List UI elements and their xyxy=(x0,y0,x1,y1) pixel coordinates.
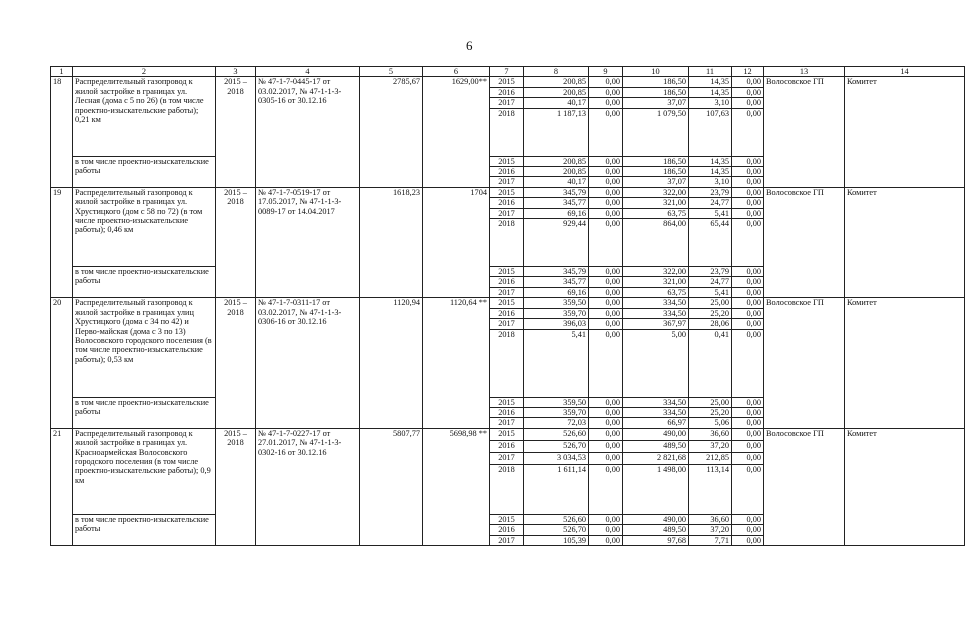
other-value: 0,00 xyxy=(732,87,764,97)
year-cell: 2016 xyxy=(490,167,524,177)
regional-value: 5,00 xyxy=(623,329,689,397)
regional-value: 63,75 xyxy=(623,287,689,297)
federal-value: 0,00 xyxy=(589,156,623,166)
total-value: 1 611,14 xyxy=(524,464,589,514)
municipality: Волосовское ГП xyxy=(764,298,845,428)
regional-value: 321,00 xyxy=(623,277,689,287)
responsible-body: Комитет xyxy=(845,187,965,297)
item-documents: № 47-1-7-0311-17 от 03.02.2017, № 47-1-1-3-0306-16 от 30.12.16 xyxy=(256,298,360,428)
total-value: 200,85 xyxy=(524,156,589,166)
sub-description: в том числе проектно-изыскательские работы xyxy=(73,156,216,187)
item-documents: № 47-1-7-0227-17 от 27.01.2017, № 47-1-1-3-0302-16 от 30.12.16 xyxy=(256,428,360,545)
other-value: 0,00 xyxy=(732,428,764,440)
year-cell: 2015 xyxy=(490,156,524,166)
total-value: 345,77 xyxy=(524,198,589,208)
regional-value: 490,00 xyxy=(623,428,689,440)
contract-cost: 1704 xyxy=(423,187,490,297)
federal-value: 0,00 xyxy=(589,108,623,156)
other-value: 0,00 xyxy=(732,298,764,308)
regional-value: 489,50 xyxy=(623,440,689,452)
other-value: 0,00 xyxy=(732,208,764,218)
responsible-body: Комитет xyxy=(845,298,965,428)
local-value: 23,79 xyxy=(689,187,732,197)
column-header: 11 xyxy=(689,67,732,77)
other-value: 0,00 xyxy=(732,277,764,287)
local-value: 107,63 xyxy=(689,108,732,156)
federal-value: 0,00 xyxy=(589,464,623,514)
total-value: 359,70 xyxy=(524,308,589,318)
other-value: 0,00 xyxy=(732,177,764,187)
other-value: 0,00 xyxy=(732,267,764,277)
regional-value: 334,50 xyxy=(623,407,689,417)
local-value: 37,20 xyxy=(689,525,732,535)
year-cell: 2015 xyxy=(490,397,524,407)
other-value: 0,00 xyxy=(732,156,764,166)
federal-value: 0,00 xyxy=(589,287,623,297)
total-value: 40,17 xyxy=(524,98,589,108)
program-table xyxy=(50,66,965,546)
local-value: 5,41 xyxy=(689,287,732,297)
local-value: 25,20 xyxy=(689,308,732,318)
year-cell: 2015 xyxy=(490,298,524,308)
regional-value: 490,00 xyxy=(623,514,689,524)
total-value: 526,70 xyxy=(524,440,589,452)
total-value: 526,60 xyxy=(524,428,589,440)
column-header: 1 xyxy=(51,67,73,77)
item-period: 2015 – 2018 xyxy=(216,187,256,297)
other-value: 0,00 xyxy=(732,418,764,428)
item-number: 18 xyxy=(51,77,73,187)
regional-value: 186,50 xyxy=(623,77,689,87)
year-cell: 2016 xyxy=(490,440,524,452)
other-value: 0,00 xyxy=(732,167,764,177)
item-documents: № 47-1-7-0519-17 от 17.05.2017, № 47-1-1-3-0089-17 от 14.04.2017 xyxy=(256,187,360,297)
federal-value: 0,00 xyxy=(589,187,623,197)
estimated-cost: 1120,94 xyxy=(360,298,423,428)
regional-value: 489,50 xyxy=(623,525,689,535)
total-value: 359,50 xyxy=(524,298,589,308)
column-header: 6 xyxy=(423,67,490,77)
column-header: 14 xyxy=(845,67,965,77)
item-description: Распределительный газопровод к жилой застройке в границах ул. Хрустицкого (дом с 58 по 72) (в том числе проектно-изыскательские работы); 0,46 км xyxy=(73,187,216,266)
local-value: 36,60 xyxy=(689,514,732,524)
regional-value: 334,50 xyxy=(623,397,689,407)
contract-cost: 1629,00** xyxy=(423,77,490,187)
total-value: 200,85 xyxy=(524,77,589,87)
year-cell: 2015 xyxy=(490,428,524,440)
year-cell: 2017 xyxy=(490,452,524,464)
other-value: 0,00 xyxy=(732,407,764,417)
year-cell: 2016 xyxy=(490,525,524,535)
local-value: 212,85 xyxy=(689,452,732,464)
federal-value: 0,00 xyxy=(589,535,623,545)
year-cell: 2015 xyxy=(490,187,524,197)
total-value: 526,70 xyxy=(524,525,589,535)
total-value: 345,77 xyxy=(524,277,589,287)
regional-value: 334,50 xyxy=(623,308,689,318)
regional-value: 186,50 xyxy=(623,156,689,166)
other-value: 0,00 xyxy=(732,198,764,208)
regional-value: 864,00 xyxy=(623,219,689,267)
other-value: 0,00 xyxy=(732,287,764,297)
federal-value: 0,00 xyxy=(589,428,623,440)
local-value: 3,10 xyxy=(689,177,732,187)
year-cell: 2015 xyxy=(490,514,524,524)
federal-value: 0,00 xyxy=(589,329,623,397)
regional-value: 334,50 xyxy=(623,298,689,308)
local-value: 5,06 xyxy=(689,418,732,428)
header-row xyxy=(51,67,965,77)
total-value: 929,44 xyxy=(524,219,589,267)
column-header: 3 xyxy=(216,67,256,77)
regional-value: 1 079,50 xyxy=(623,108,689,156)
total-value: 359,70 xyxy=(524,407,589,417)
local-value: 25,20 xyxy=(689,407,732,417)
year-cell: 2015 xyxy=(490,267,524,277)
local-value: 24,77 xyxy=(689,277,732,287)
other-value: 0,00 xyxy=(732,98,764,108)
other-value: 0,00 xyxy=(732,308,764,318)
total-value: 5,41 xyxy=(524,329,589,397)
year-cell: 2017 xyxy=(490,535,524,545)
sub-description: в том числе проектно-изыскательские работы xyxy=(73,267,216,298)
year-cell: 2016 xyxy=(490,407,524,417)
federal-value: 0,00 xyxy=(589,298,623,308)
federal-value: 0,00 xyxy=(589,514,623,524)
total-value: 105,39 xyxy=(524,535,589,545)
page-number: 6 xyxy=(466,38,473,53)
year-cell: 2016 xyxy=(490,308,524,318)
total-value: 526,60 xyxy=(524,514,589,524)
municipality: Волосовское ГП xyxy=(764,187,845,297)
total-value: 72,03 xyxy=(524,418,589,428)
item-period: 2015 – 2018 xyxy=(216,298,256,428)
regional-value: 37,07 xyxy=(623,177,689,187)
local-value: 7,71 xyxy=(689,535,732,545)
table-row xyxy=(51,77,965,87)
year-cell: 2018 xyxy=(490,108,524,156)
total-value: 69,16 xyxy=(524,287,589,297)
column-header: 8 xyxy=(524,67,589,77)
item-period: 2015 – 2018 xyxy=(216,77,256,187)
other-value: 0,00 xyxy=(732,397,764,407)
item-number: 21 xyxy=(51,428,73,545)
federal-value: 0,00 xyxy=(589,308,623,318)
item-period: 2015 – 2018 xyxy=(216,428,256,545)
other-value: 0,00 xyxy=(732,464,764,514)
column-header: 7 xyxy=(490,67,524,77)
item-description: Распределительный газопровод к жилой застройке в границах ул. Лесная (дома с 5 по 26) (в том числе проектно-изыскательские работы); 0,21 км xyxy=(73,77,216,156)
federal-value: 0,00 xyxy=(589,452,623,464)
year-cell: 2018 xyxy=(490,464,524,514)
column-header: 12 xyxy=(732,67,764,77)
local-value: 14,35 xyxy=(689,167,732,177)
item-description: Распределительный газопровод к жилой застройке в границах улиц Хрустицкого (дома с 34 по 42) и Перво-майская (дома с 3 по 13) Волосовского городского поселения (в том числе проектно-изыскательские работы); 0,53 км xyxy=(73,298,216,397)
regional-value: 321,00 xyxy=(623,198,689,208)
estimated-cost: 5807,77 xyxy=(360,428,423,545)
contract-cost: 5698,98 ** xyxy=(423,428,490,545)
local-value: 5,41 xyxy=(689,208,732,218)
regional-value: 66,97 xyxy=(623,418,689,428)
local-value: 25,00 xyxy=(689,397,732,407)
federal-value: 0,00 xyxy=(589,418,623,428)
other-value: 0,00 xyxy=(732,535,764,545)
local-value: 113,14 xyxy=(689,464,732,514)
local-value: 24,77 xyxy=(689,198,732,208)
regional-value: 367,97 xyxy=(623,319,689,329)
other-value: 0,00 xyxy=(732,108,764,156)
local-value: 25,00 xyxy=(689,298,732,308)
column-header: 5 xyxy=(360,67,423,77)
federal-value: 0,00 xyxy=(589,219,623,267)
item-description: Распределительный газопровод к жилой застройке в границах ул. Красноармейская Волосовского городского поселения (в том числе проектно-изыскательские работы); 0,9 км xyxy=(73,428,216,514)
total-value: 200,85 xyxy=(524,167,589,177)
year-cell: 2017 xyxy=(490,287,524,297)
column-header: 9 xyxy=(589,67,623,77)
year-cell: 2016 xyxy=(490,87,524,97)
federal-value: 0,00 xyxy=(589,407,623,417)
total-value: 200,85 xyxy=(524,87,589,97)
total-value: 40,17 xyxy=(524,177,589,187)
municipality: Волосовское ГП xyxy=(764,77,845,187)
federal-value: 0,00 xyxy=(589,397,623,407)
local-value: 14,35 xyxy=(689,77,732,87)
year-cell: 2017 xyxy=(490,177,524,187)
other-value: 0,00 xyxy=(732,514,764,524)
estimated-cost: 2785,67 xyxy=(360,77,423,187)
regional-value: 322,00 xyxy=(623,187,689,197)
total-value: 396,03 xyxy=(524,319,589,329)
federal-value: 0,00 xyxy=(589,198,623,208)
item-number: 19 xyxy=(51,187,73,297)
other-value: 0,00 xyxy=(732,187,764,197)
year-cell: 2017 xyxy=(490,98,524,108)
federal-value: 0,00 xyxy=(589,525,623,535)
other-value: 0,00 xyxy=(732,319,764,329)
table-row xyxy=(51,298,965,308)
other-value: 0,00 xyxy=(732,525,764,535)
local-value: 3,10 xyxy=(689,98,732,108)
other-value: 0,00 xyxy=(732,452,764,464)
local-value: 23,79 xyxy=(689,267,732,277)
year-cell: 2017 xyxy=(490,208,524,218)
year-cell: 2016 xyxy=(490,198,524,208)
total-value: 3 034,53 xyxy=(524,452,589,464)
federal-value: 0,00 xyxy=(589,167,623,177)
sub-description: в том числе проектно-изыскательские работы xyxy=(73,397,216,428)
local-value: 65,44 xyxy=(689,219,732,267)
item-number: 20 xyxy=(51,298,73,428)
federal-value: 0,00 xyxy=(589,98,623,108)
sub-description: в том числе проектно-изыскательские работы xyxy=(73,514,216,545)
total-value: 345,79 xyxy=(524,267,589,277)
estimated-cost: 1618,23 xyxy=(360,187,423,297)
other-value: 0,00 xyxy=(732,440,764,452)
federal-value: 0,00 xyxy=(589,319,623,329)
total-value: 69,16 xyxy=(524,208,589,218)
column-header: 2 xyxy=(73,67,216,77)
regional-value: 97,68 xyxy=(623,535,689,545)
total-value: 345,79 xyxy=(524,187,589,197)
other-value: 0,00 xyxy=(732,77,764,87)
other-value: 0,00 xyxy=(732,329,764,397)
item-documents: № 47-1-7-0445-17 от 03.02.2017, № 47-1-1-3-0305-16 от 30.12.16 xyxy=(256,77,360,187)
column-header: 4 xyxy=(256,67,360,77)
federal-value: 0,00 xyxy=(589,277,623,287)
local-value: 37,20 xyxy=(689,440,732,452)
contract-cost: 1120,64 ** xyxy=(423,298,490,428)
year-cell: 2018 xyxy=(490,219,524,267)
federal-value: 0,00 xyxy=(589,440,623,452)
federal-value: 0,00 xyxy=(589,267,623,277)
regional-value: 1 498,00 xyxy=(623,464,689,514)
municipality: Волосовское ГП xyxy=(764,428,845,545)
regional-value: 186,50 xyxy=(623,87,689,97)
regional-value: 63,75 xyxy=(623,208,689,218)
local-value: 0,41 xyxy=(689,329,732,397)
table-row xyxy=(51,187,965,197)
total-value: 359,50 xyxy=(524,397,589,407)
local-value: 14,35 xyxy=(689,156,732,166)
local-value: 36,60 xyxy=(689,428,732,440)
year-cell: 2017 xyxy=(490,418,524,428)
regional-value: 2 821,68 xyxy=(623,452,689,464)
local-value: 28,06 xyxy=(689,319,732,329)
year-cell: 2017 xyxy=(490,319,524,329)
column-header: 13 xyxy=(764,67,845,77)
local-value: 14,35 xyxy=(689,87,732,97)
other-value: 0,00 xyxy=(732,219,764,267)
total-value: 1 187,13 xyxy=(524,108,589,156)
responsible-body: Комитет xyxy=(845,428,965,545)
year-cell: 2016 xyxy=(490,277,524,287)
year-cell: 2015 xyxy=(490,77,524,87)
regional-value: 186,50 xyxy=(623,167,689,177)
regional-value: 322,00 xyxy=(623,267,689,277)
federal-value: 0,00 xyxy=(589,177,623,187)
federal-value: 0,00 xyxy=(589,77,623,87)
federal-value: 0,00 xyxy=(589,87,623,97)
column-header: 10 xyxy=(623,67,689,77)
federal-value: 0,00 xyxy=(589,208,623,218)
regional-value: 37,07 xyxy=(623,98,689,108)
year-cell: 2018 xyxy=(490,329,524,397)
responsible-body: Комитет xyxy=(845,77,965,187)
table-row xyxy=(51,428,965,440)
